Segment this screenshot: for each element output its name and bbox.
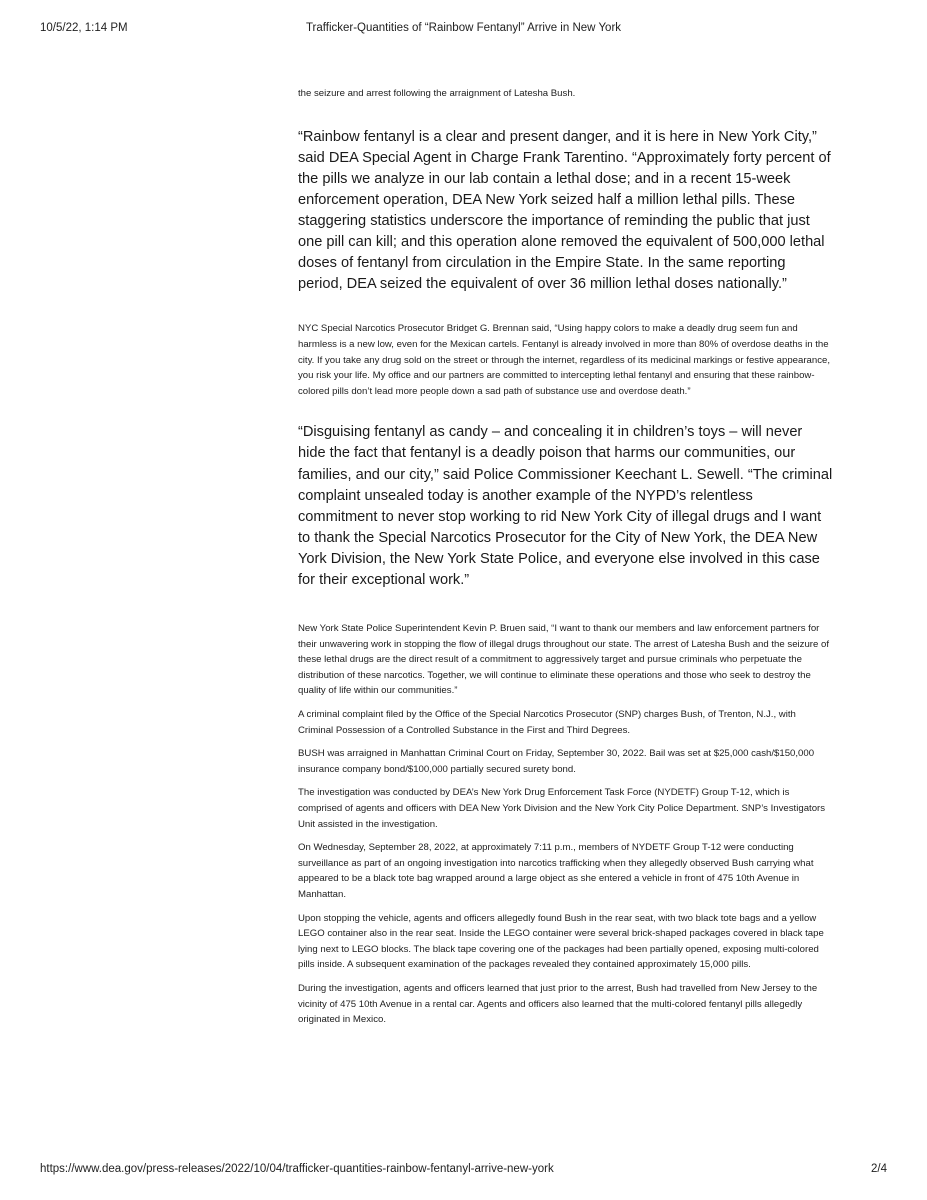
paragraph-travel: During the investigation, agents and officers learned that just prior to the arrest, Bush had travelled from New Jersey to the vicinity of 475 10th Avenue in a rental car. Agents and officers also learned that the multi-colored fentanyl pills allegedly originated in Mexico.	[298, 982, 818, 1026]
paragraph-surveillance: On Wednesday, September 28, 2022, at approximately 7:11 p.m., members of NYDETF Group T-12 were conducting surveillance as part of an ongoing investigation into narcotics trafficking when they allegedly observed Bush carrying what appeared to be a black tote bag wrapped around a large object as she entered a vehicle in front of 475 10th Avenue in Manhattan.	[298, 842, 814, 900]
quote-brennan: NYC Special Narcotics Prosecutor Bridget G. Brennan said, “Using happy colors to make a deadly drug seem fun and harmless is a new low, even for the Mexican cartels. Fentanyl is already involved in more than 80% of overdose deaths in the city. If you take any drug sold on the street or through the internet, regardless of its medicinal markings or festive appearance, you risk your life. My office and our partners are committed to intercepting lethal fentanyl and ensuring that these rainbow-colored pills don’t lead more people down a sad path of substance use and overdose death.”	[298, 323, 831, 397]
print-datetime: 10/5/22, 1:14 PM	[40, 22, 128, 34]
quote-tarentino: “Rainbow fentanyl is a clear and present danger, and it is here in New York City,” said DEA Special Agent in Charge Frank Tarentino. “Approximately forty percent of the pills we analyze in our lab contain a lethal dose; and in a recent 15-week enforcement operation, DEA New York seized half a million lethal pills. These staggering statistics underscore the importance of reminding the public that just one pill can kill; and this operation alone removed the equivalent of 500,000 lethal doses of fentanyl from circulation in the Empire State. In the same reporting period, DEA seized the equivalent of over 36 million lethal doses nationally.”	[298, 128, 831, 293]
article-body	[298, 86, 833, 1028]
page-url: https://www.dea.gov/press-releases/2022/10/04/trafficker-quantities-rainbow-fentanyl-arrive-new-york	[40, 1163, 554, 1175]
paragraph-investigation: The investigation was conducted by DEA’s New York Drug Enforcement Task Force (NYDETF) Group T-12, which is comprised of agents and officers with DEA New York Division and the New York City Police Department. SNP’s Investigators Unit assisted in the investigation.	[298, 787, 826, 830]
page-number: 2/4	[871, 1163, 887, 1175]
intro-fragment: the seizure and arrest following the arraignment of Latesha Bush.	[298, 88, 576, 99]
quote-sewell: “Disguising fentanyl as candy – and concealing it in children’s toys – will never hide the fact that fentanyl is a deadly poison that harms our communities, our families, and our city,” said Police Commissioner Keechant L. Sewell. “The criminal complaint unsealed today is another example of the NYPD’s relentless commitment to never stop working to rid New York City of illegal drugs and I want to thank the Special Narcotics Prosecutor for the City of New York, the DEA New York Division, the New York State Police, and everyone else involved in this case for their exceptional work.”	[298, 424, 833, 588]
paragraph-arraignment: BUSH was arraigned in Manhattan Criminal Court on Friday, September 30, 2022. Bail was set at $25,000 cash/$150,000 insurance company bond/$100,000 partially secured surety bond.	[298, 748, 815, 775]
quote-bruen: New York State Police Superintendent Kevin P. Bruen said, “I want to thank our members and law enforcement partners for their unwavering work in stopping the flow of illegal drugs throughout our state. The arrest of Latesha Bush and the seizure of these lethal drugs are the direct result of a commitment to aggressively target and pursue criminals who perpetuate the distribution of these narcotics. Together, we will continue to eliminate these operations and those who seek to destroy the quality of life within our communities.”	[298, 623, 829, 697]
paragraph-complaint: A criminal complaint filed by the Office of the Special Narcotics Prosecutor (SNP) charges Bush, of Trenton, N.J., with Criminal Possession of a Controlled Substance in the First and Third Degrees.	[298, 709, 796, 736]
paragraph-vehicle-stop: Upon stopping the vehicle, agents and officers allegedly found Bush in the rear seat, with two black tote bags and a yellow LEGO container also in the rear seat. Inside the LEGO container were several brick-shaped packages covered in black tape lying next to LEGO blocks. The black tape covering one of the packages had been partially opened, exposing multi-colored pills inside. A subsequent examination of the packages revealed they contained approximately 15,000 pills.	[298, 912, 824, 971]
print-page-title: Trafficker-Quantities of “Rainbow Fentanyl” Arrive in New York	[305, 22, 622, 34]
print-header	[40, 22, 887, 38]
print-footer	[40, 1163, 887, 1179]
